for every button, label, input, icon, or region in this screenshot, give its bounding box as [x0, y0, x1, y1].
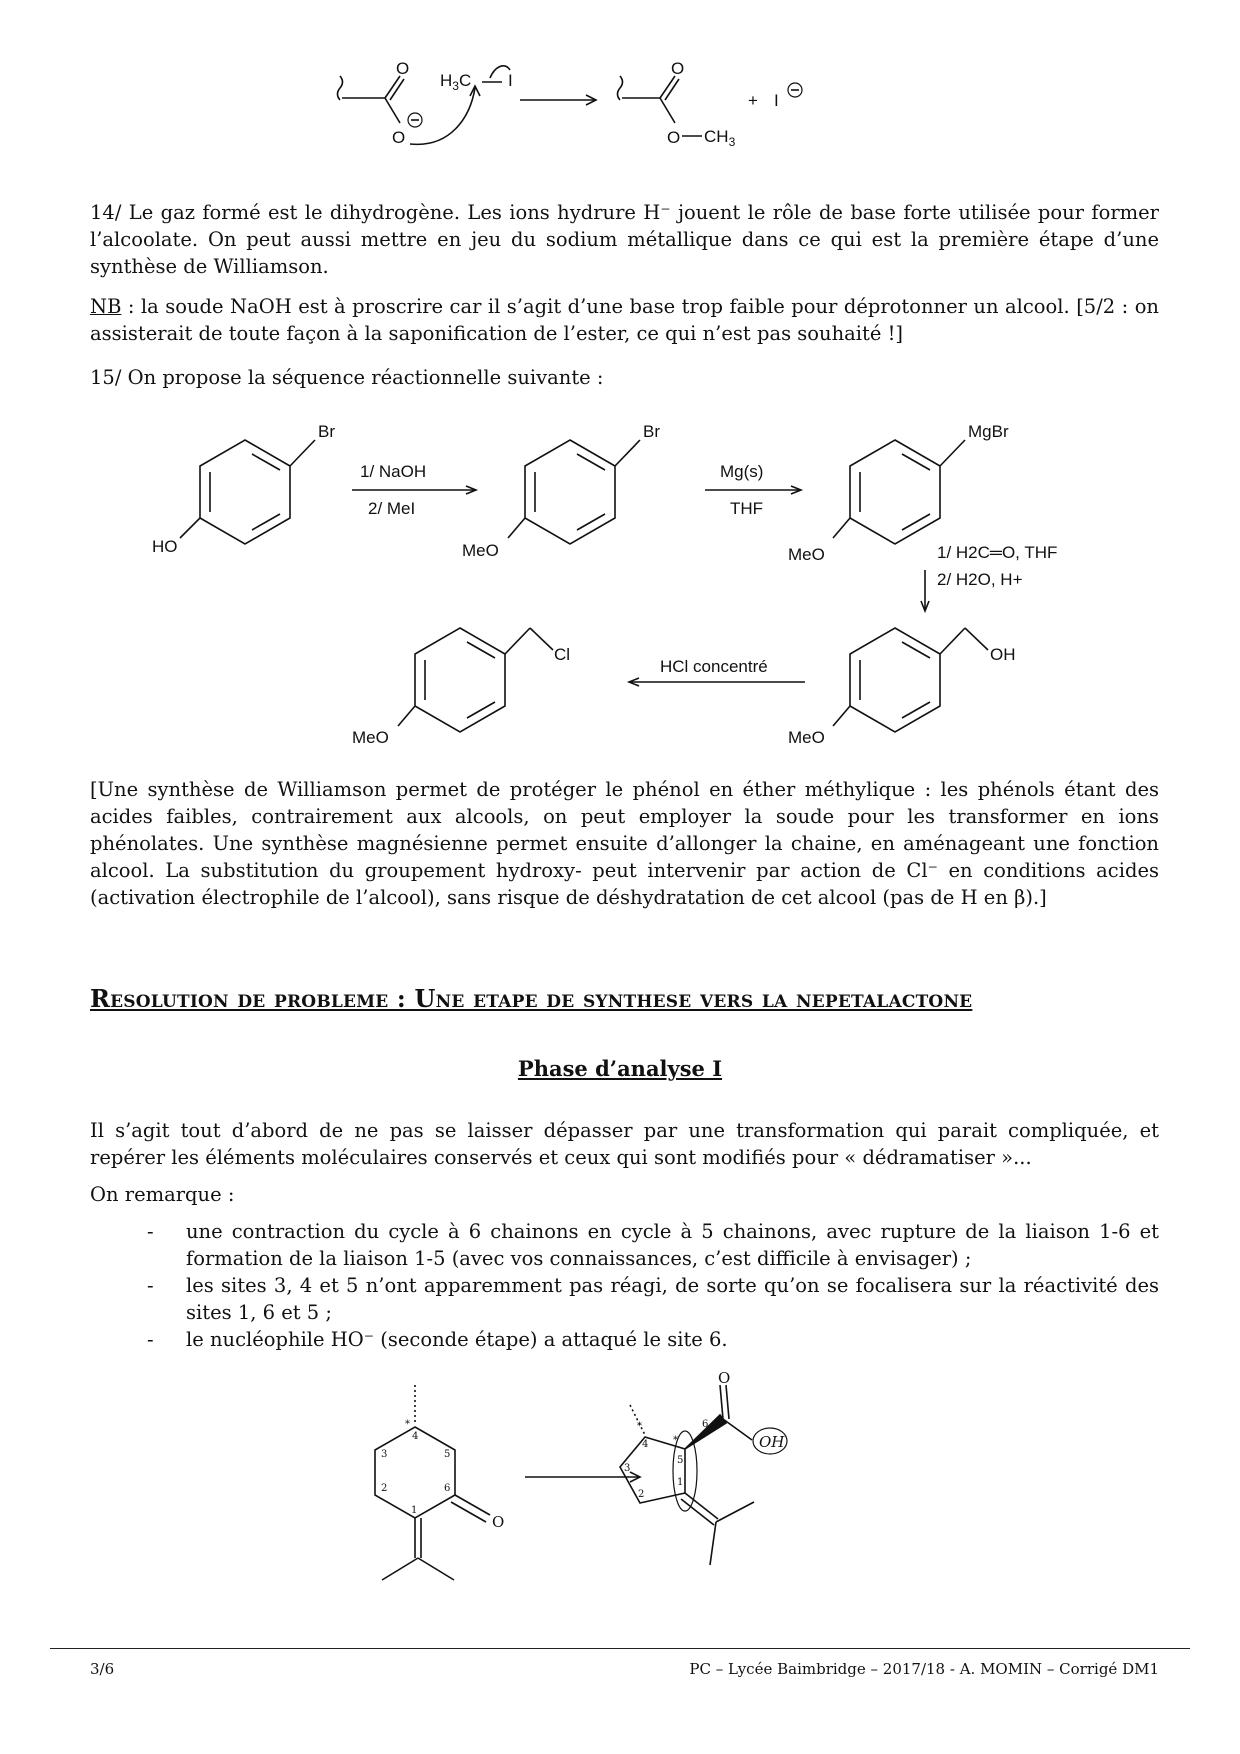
meo-label: MeO [462, 541, 499, 560]
molecule-bromophenol [152, 422, 335, 556]
atom-number: 2 [381, 1483, 388, 1494]
atom-number: 4 [412, 1431, 419, 1442]
oh-label: OH [759, 1433, 785, 1451]
bond-br [615, 440, 640, 466]
list-item [90, 1272, 1159, 1326]
step2-reagent-1: Mg(s) [720, 462, 764, 481]
o-label: O [718, 1369, 731, 1387]
iodine-label: I [508, 71, 513, 90]
reaction-sequence-scheme [140, 410, 1120, 747]
atom-number: 6 [444, 1483, 451, 1494]
nb-label: NB [90, 295, 122, 318]
plus-sign: + [748, 91, 758, 110]
bond-ome [398, 706, 415, 726]
list-item [90, 1218, 1159, 1272]
double-bond [252, 514, 280, 530]
double-bond [252, 454, 280, 470]
molecule-cyclopentane-acid [620, 1369, 787, 1565]
wavy-bond-right [618, 76, 623, 100]
analysis-intro-paragraph [90, 1117, 1159, 1171]
analysis-remark [90, 1181, 1159, 1208]
bond-oh [180, 518, 200, 538]
bond-oh [965, 628, 988, 650]
bond-co [720, 1385, 723, 1419]
bond-ch2 [505, 628, 530, 654]
atom-number: 2 [638, 1489, 645, 1500]
br-label: Br [318, 422, 335, 441]
benzene-ring [850, 628, 940, 732]
bullet-text: une contraction du cycle à 6 chainons en cycle à 5 chainons, avec rupture de la liaison 1-6 et formation de la liaison 1-5 (avec vos connaissances, c’est difficile à envisager) ; [186, 1220, 1159, 1270]
oxygen-label: O [671, 59, 685, 78]
bond [665, 79, 679, 100]
step4-reagent: HCl concentré [660, 657, 768, 676]
bullet-dash: - [147, 1220, 154, 1243]
bullet-text: les sites 3, 4 et 5 n’ont apparemment pas réagi, de sorte qu’on se focalisera sur la réactivité des sites 1, 6 et 5 ; [186, 1274, 1159, 1324]
analysis-bullet-list [90, 1218, 1159, 1353]
bond-ome [508, 518, 525, 538]
iodide-label: I [774, 91, 779, 110]
explanation-paragraph [90, 776, 1159, 911]
step3-reagent-2: 2/ H2O, H+ [937, 570, 1023, 589]
benzene-ring [415, 628, 505, 732]
h3c-label: $H_3C$ [440, 71, 472, 93]
stereo-star: * [637, 1421, 642, 1432]
double-bond [577, 454, 605, 470]
footer-credit: PC – Lycée Baimbridge – 2017/18 - A. MOMIN – Corrigé DM1 [689, 1660, 1159, 1678]
atom-number: 4 [642, 1439, 649, 1450]
br-label: Br [643, 422, 660, 441]
list-item [90, 1326, 1159, 1353]
atom-number: 5 [444, 1449, 451, 1460]
double-bond [902, 454, 930, 470]
stereo-star: * [405, 1419, 410, 1430]
bond [660, 98, 675, 123]
benzene-ring [850, 440, 940, 544]
bond-carbonyl-double [451, 1502, 486, 1522]
oxygen-anion-label: O [392, 128, 406, 147]
benzene-ring [525, 440, 615, 544]
benzene-ring [200, 440, 290, 544]
step1-reagent-1: 1/ NaOH [360, 462, 427, 481]
section-subtitle: Phase d’analyse I [517, 1056, 723, 1081]
double-bond [902, 702, 930, 718]
atom-number: 1 [677, 1477, 684, 1488]
nb-text: : la soude NaOH est à proscrire car il s’agit d’une base trop faible pour déprotonner un alcool. [5/2 : on assisterait de toute façon à la saponification de l’ester, ce qui n’est pas souhaité !] [90, 295, 1159, 345]
double-bond [902, 642, 930, 658]
esterification-mechanism-scheme [330, 48, 890, 168]
atom-number: 6 [702, 1419, 709, 1430]
meo-label: MeO [352, 728, 389, 747]
bond-br [290, 440, 315, 466]
curved-arrow-2 [490, 66, 510, 78]
question-14-text: 14/ Le gaz formé est le dihydrogène. Les ions hydrure H⁻ jouent le rôle de base forte utilisée pour former l’alcoolate. On peut aussi mettre en jeu du sodium métallique dans ce qui est la première étape d’une synthèse de Williamson. [90, 201, 1159, 278]
mgbr-label: MgBr [968, 422, 1009, 441]
bond-methyl [418, 1558, 454, 1580]
explanation-text: [Une synthèse de Williamson permet de protéger le phénol en éther méthylique : les phénols étant des acides faibles, contrairement aux alcools, on peut employer la soude pour les transformer en ions phénolates. Une synthèse magnésienne permet ensuite d’allonger la chaine, en aménageant une fonction alcool. La substitution du groupement hydroxy- peut intervenir par action de Cl⁻ en conditions acides (activation électrophile de l’alcool), sans risque de déshydratation de cet alcool (pas de H en β).] [90, 778, 1159, 909]
molecule-cyclohexanone [375, 1385, 504, 1580]
bond-co-double [726, 1385, 729, 1419]
analysis-intro-text: Il s’agit tout d’abord de ne pas se laisser dépasser par une transformation qui parait compliquée, et repérer les éléments moléculaires conservés et ceux qui sont modifiés pour « dédramatiser »... [90, 1119, 1159, 1169]
bond-mgbr [940, 440, 965, 466]
bond-methyl [716, 1502, 754, 1522]
bullet-dash: - [147, 1328, 154, 1351]
analysis-remark-text: On remarque : [90, 1183, 235, 1206]
cl-label: Cl [554, 645, 571, 664]
bullet-text: le nucléophile HO⁻ (seconde étape) a attaqué le site 6. [186, 1328, 728, 1351]
bond-carbonyl [455, 1495, 490, 1515]
atom-number: 1 [411, 1505, 418, 1516]
double-bond [902, 514, 930, 530]
ho-label: HO [152, 537, 178, 556]
question-15-text: 15/ On propose la séquence réactionnelle suivante : [90, 366, 604, 389]
meo-label: MeO [788, 728, 825, 747]
double-bond [467, 702, 495, 718]
ch3-label: $CH_3$ [704, 127, 736, 149]
molecule-benzyl-alcohol [788, 628, 1016, 747]
atom-number: 3 [624, 1463, 631, 1474]
double-bond [467, 642, 495, 658]
question-14-paragraph [90, 199, 1159, 280]
bond-cl [530, 628, 553, 650]
wavy-bond-left [338, 76, 343, 100]
stereo-star: * [673, 1435, 678, 1446]
step3-reagent-1: 1/ H2C═O, THF [937, 543, 1058, 562]
bond-methyl [382, 1558, 418, 1580]
meo-label: MeO [788, 545, 825, 564]
curved-arrow [410, 88, 475, 144]
bond-co-double [390, 79, 404, 100]
bond-ome [833, 706, 850, 726]
step1-reagent-2: 2/ MeI [368, 499, 416, 518]
o-label: O [492, 1513, 505, 1531]
footer-divider [50, 1648, 1190, 1649]
bond-methyl [710, 1522, 716, 1565]
oh-label: OH [990, 645, 1016, 664]
section-title: Resolution de probleme : Une etape de synthese vers la nepetalactone [90, 984, 973, 1013]
ring-contraction-scheme [340, 1369, 900, 1620]
step2-reagent-2: THF [730, 499, 764, 518]
bond-co-single [385, 98, 400, 123]
oxygen-label: O [396, 59, 410, 78]
bond-ome [833, 518, 850, 538]
page-number: 3/6 [90, 1660, 115, 1678]
double-bond [577, 514, 605, 530]
question-15-paragraph [90, 364, 1159, 391]
atom-number: 5 [677, 1455, 684, 1466]
bond-ch2 [940, 628, 965, 654]
bond-c-oh [723, 1419, 752, 1440]
nb-paragraph [90, 293, 1159, 347]
bullet-dash: - [147, 1274, 154, 1297]
molecule-benzyl-chloride [352, 628, 570, 747]
molecule-bromoanisole [462, 422, 660, 560]
oxygen-label: O [667, 128, 681, 147]
atom-number: 3 [381, 1449, 388, 1460]
